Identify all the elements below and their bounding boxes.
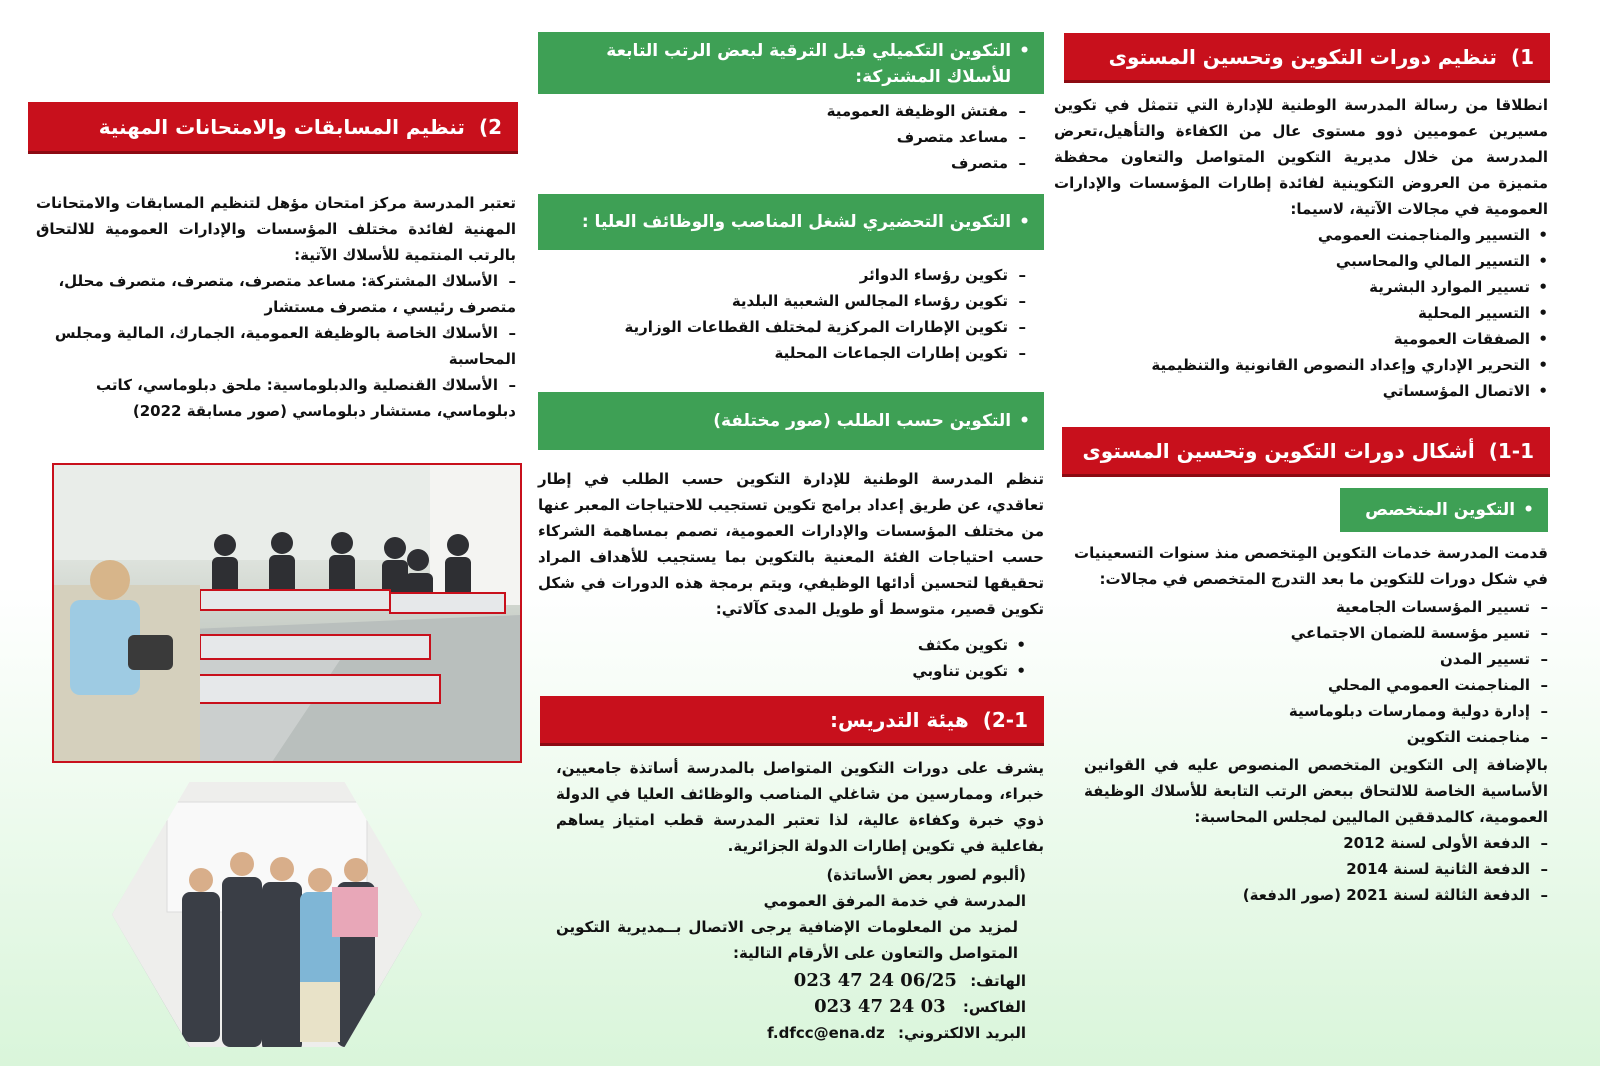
list-item: –مناجمنت التكوين [1406, 728, 1548, 746]
ondemand-paragraph: تنظم المدرسة الوطنية للإدارة التكوين حسب الطلب في إطار تعاقدي، عن طريق إعداد برامج تكوين تستجيب للاحتياجات المعبر عنها من مختلف المؤسسات والإدارات العمومية، تصمم بمساهمة الشركاء حسب احتياجات الفئة المعنية بالتكوين بما يستجيب للأهداف المراد تحقيقها لتحسين أدائها الوظيفي، ويتم برمجة هذه الدورات في شكل تكوين قصير، متوسط أو طويل المدى كآلاتي: [538, 470, 1044, 618]
list-item: –مفتش الوظيفة العمومية [826, 102, 1026, 120]
list-item: •التسيير المحلية [1418, 304, 1548, 322]
album-caption: (ألبوم لصور بعض الأساتذة) [826, 866, 1026, 884]
contact-paragraph: لمزيد من المعلومات الإضافية يرجى الاتصال بــمديرية التكوين المتواصل والتعاون على الأرقام التالية: [556, 918, 1018, 962]
section-2-1-number: 2-1) [982, 707, 1028, 732]
specialized-title: التكوين المتخصص [1365, 500, 1516, 520]
bullet-icon: • [1523, 500, 1534, 520]
list-item: –المناجمنت العمومي المحلي [1327, 676, 1548, 694]
list-item: –الدفعة الثانية لسنة 2014 [1346, 860, 1548, 878]
complementary-title: التكوين التكميلي قبل الترقية لبعض الرتب التابعة للأسلاك المشتركة: [606, 41, 1012, 87]
batches-list [1243, 830, 1548, 908]
section-2-header [28, 102, 518, 154]
faculty-paragraph: يشرف على دورات التكوين المتواصل بالمدرسة أساتذة جامعيين، خبراء، وممارسين من شاغلي المناصب والوظائف العليا في الدولة ذوي خبرة وكفاءة عالية، لذا تعتبر المدرسة قطب امتياز يساهم بفاعلية في تكوين إطارات الدولة الجزائرية. [556, 759, 1044, 855]
exam-list [12, 268, 516, 424]
list-item: •تسيير الموارد البشرية [1369, 278, 1548, 296]
list-item: –تكوين إطارات الجماعات المحلية [774, 344, 1026, 362]
domains-list [1151, 222, 1548, 404]
bullet-icon: • [1019, 41, 1030, 61]
list-item: –تسير مؤسسة للضمان الاجتماعي [1290, 624, 1548, 642]
specialized-list [1289, 594, 1548, 750]
section-2-1-header [540, 696, 1044, 746]
list-item: •تكوين مكثف [917, 636, 1026, 654]
fax-label: الفاكس: [962, 998, 1026, 1016]
additional-paragraph: بالإضافة إلى التكوين المتخصص المنصوص عليه في القوانين الأساسية الخاصة للالتحاق ببعض الرتب التابعة للأسلاك الوظيفة العمومية، كالمدققين الماليين لمجلس المحاسبة: [1084, 756, 1548, 826]
specialized-paragraph: قدمت المدرسة خدمات التكوين المِتخصص منذ سنوات التسعينيات في شكل دورات للتكوين ما بعد التدرج المتخصص في مجالات: [1074, 544, 1548, 588]
list-item: –تكوين رؤساء الدوائر [859, 266, 1026, 284]
ondemand-title: التكوين حسب الطلب (صور مختلفة) [713, 411, 1012, 431]
list-item: –مساعد متصرف [896, 128, 1026, 146]
email-line [767, 1020, 1026, 1046]
list-item: –الدفعة الأولى لسنة 2012 [1343, 834, 1548, 852]
exam-paragraph: تعتبر المدرسة مركز امتحان مؤهل لتنظيم المسابقات والامتحانات المهنية لفائدة مختلف المؤسسات والإدارات العمومية للالتحاق بالرتب المنتمية للأسلاك الآتية: [36, 194, 516, 264]
middle-column [538, 0, 1052, 1066]
section-1-header [1064, 33, 1550, 83]
list-item: –الأسلاك المشتركة: مساعد متصرف، متصرف، متصرف محلل، متصرف رئيسي ، متصرف مستشار [58, 272, 516, 316]
section-1-1-header [1062, 427, 1550, 477]
email-label: البريد الالكتروني: [898, 1024, 1026, 1042]
fax-value: 023 47 24 03 [814, 996, 946, 1017]
list-item: –تكوين رؤساء المجالس الشعبية البلدية [731, 292, 1026, 310]
section-1-1-title: أشكال دورات التكوين وتحسين المستوى [1082, 438, 1475, 463]
preparatory-header [538, 194, 1044, 250]
slogan: المدرسة في خدمة المرفق العمومي [763, 892, 1026, 910]
phone-line [794, 968, 1026, 994]
list-item: •التسيير والمناجمنت العمومي [1317, 226, 1548, 244]
complementary-list [827, 98, 1026, 176]
email-value[interactable]: f.dfcc@ena.dz [767, 1024, 885, 1042]
list-item: •تكوين تناوبي [912, 662, 1026, 680]
preparatory-list [624, 262, 1026, 366]
exam-room-photo [52, 463, 522, 763]
ondemand-header [538, 392, 1044, 450]
list-item: •الاتصال المؤسساتي [1382, 382, 1548, 400]
list-item: •التسيير المالي والمحاسبي [1335, 252, 1548, 270]
section-2-number: 2) [478, 114, 502, 139]
list-item: –الأسلاك القنصلية والدبلوماسية: ملحق دبلوماسي، كاتب دبلوماسي، مستشار دبلوماسي (صور مسابقة 2022) [96, 376, 516, 420]
preparatory-title: التكوين التحضيري لشغل المناصب والوظائف العليا : [581, 212, 1012, 232]
list-item: –إدارة دولية وممارسات دبلوماسية [1288, 702, 1548, 720]
list-item: –الدفعة الثالثة لسنة 2021 (صور الدفعة) [1242, 886, 1548, 904]
list-item: –تسيير المؤسسات الجامعية [1335, 598, 1548, 616]
complementary-header [538, 32, 1044, 94]
section-1-title: تنظيم دورات التكوين وتحسين المستوى [1108, 44, 1497, 69]
section-2-title: تنظيم المسابقات والامتحانات المهنية [98, 114, 465, 139]
phone-value: 023 47 24 06/25 [793, 970, 957, 991]
list-item: –تسيير المدن [1440, 650, 1548, 668]
specialized-header [1340, 488, 1548, 532]
list-item: –تكوين الإطارات المركزية لمختلف القطاعات الوزارية [624, 318, 1026, 336]
exam-room-illustration [52, 465, 520, 763]
section-1-number: 1) [1510, 44, 1534, 69]
list-item: •الصفقات العمومية [1393, 330, 1548, 348]
list-item: •التحرير الإداري وإعداد النصوص القانونية والتنظيمية [1151, 356, 1548, 374]
fax-line [814, 994, 1026, 1020]
bullet-icon: • [1019, 212, 1030, 232]
list-item: –الأسلاك الخاصة بالوظيفة العمومية، الجمارك، المالية ومجلس المحاسبة [54, 324, 516, 368]
bullet-icon: • [1019, 411, 1030, 431]
section-2-1-title: هيئة التدريس: [830, 707, 969, 732]
phone-label: الهاتف: [970, 972, 1026, 990]
section-1-1-number: 1-1) [1488, 438, 1534, 463]
intro-paragraph: انطلاقا من رسالة المدرسة الوطنية للإدارة التي تتمثل في تكوين مسيرين عموميين ذوو مستوى عال من الكفاءة والتأهيل،تعرض المدرسة من خلال مديرية التكوين المتواصل والتعاون محفظة متميزة من العروض التكوينية لفائدة إطارات المؤسسات والإدارات العمومية في مجالات الآتية، لاسيما: [1054, 96, 1548, 218]
right-column [1054, 0, 1584, 1066]
ondemand-list [912, 632, 1026, 684]
list-item: –متصرف [951, 154, 1026, 172]
